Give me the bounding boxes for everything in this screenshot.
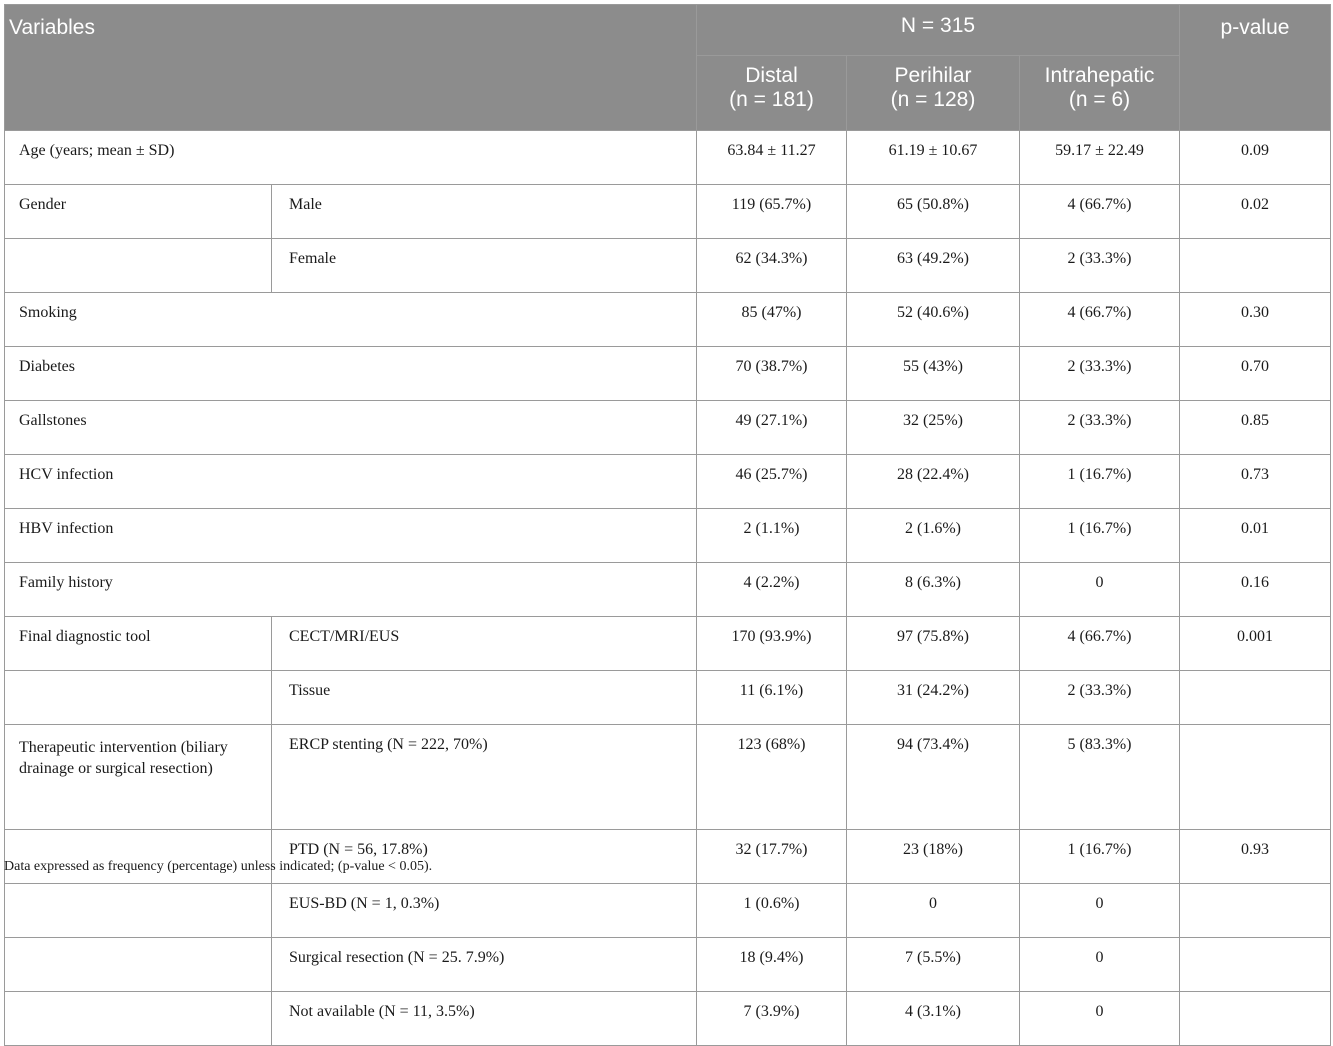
p-value-cell — [1180, 992, 1331, 1046]
row-label: Smoking — [5, 293, 697, 347]
row-label: Age (years; mean ± SD) — [5, 131, 697, 185]
row-label: Final diagnostic tool — [5, 617, 272, 671]
p-value-cell: 0.02 — [1180, 185, 1331, 239]
table-row — [5, 131, 1331, 185]
table-row — [5, 938, 1331, 992]
value-cell: 0 — [1020, 938, 1180, 992]
value-cell: 5 (83.3%) — [1020, 725, 1180, 830]
value-cell: 2 (33.3%) — [1020, 239, 1180, 293]
value-cell: 1 (16.7%) — [1020, 455, 1180, 509]
group-name: Perihilar — [894, 64, 972, 87]
table-row — [5, 617, 1331, 671]
row-sublabel: Surgical resection (N = 25. 7.9%) — [272, 938, 697, 992]
group-n: (n = 6) — [1068, 88, 1131, 111]
value-cell: 1 (16.7%) — [1020, 509, 1180, 563]
header-group-perihilar — [847, 56, 1020, 131]
value-cell: 7 (3.9%) — [697, 992, 847, 1046]
p-value-cell — [1180, 884, 1331, 938]
value-cell: 0 — [1020, 563, 1180, 617]
row-label — [5, 239, 272, 293]
value-cell: 170 (93.9%) — [697, 617, 847, 671]
value-cell: 62 (34.3%) — [697, 239, 847, 293]
row-label — [5, 992, 272, 1046]
table-row — [5, 293, 1331, 347]
table-row — [5, 725, 1331, 830]
table-row — [5, 455, 1331, 509]
value-cell: 1 (0.6%) — [697, 884, 847, 938]
value-cell: 11 (6.1%) — [697, 671, 847, 725]
p-value-cell: 0.30 — [1180, 293, 1331, 347]
value-cell: 63.84 ± 11.27 — [697, 131, 847, 185]
row-label — [5, 884, 272, 938]
group-n: (n = 181) — [729, 88, 814, 111]
row-label — [5, 938, 272, 992]
value-cell: 4 (66.7%) — [1020, 293, 1180, 347]
row-label: Therapeutic intervention (biliary drainage or surgical resection) — [5, 725, 272, 830]
value-cell: 4 (3.1%) — [847, 992, 1020, 1046]
value-cell: 4 (2.2%) — [697, 563, 847, 617]
row-label: Family history — [5, 563, 697, 617]
value-cell: 46 (25.7%) — [697, 455, 847, 509]
row-sublabel: Male — [272, 185, 697, 239]
p-value-cell: 0.16 — [1180, 563, 1331, 617]
value-cell: 2 (33.3%) — [1020, 347, 1180, 401]
value-cell: 2 (33.3%) — [1020, 401, 1180, 455]
p-value-cell: 0.001 — [1180, 617, 1331, 671]
value-cell: 2 (33.3%) — [1020, 671, 1180, 725]
table-row — [5, 671, 1331, 725]
table-body — [5, 131, 1331, 1046]
value-cell: 2 (1.6%) — [847, 509, 1020, 563]
value-cell: 18 (9.4%) — [697, 938, 847, 992]
value-cell: 65 (50.8%) — [847, 185, 1020, 239]
value-cell: 2 (1.1%) — [697, 509, 847, 563]
table-row — [5, 830, 1331, 884]
row-sublabel: ERCP stenting (N = 222, 70%) — [272, 725, 697, 830]
value-cell: 52 (40.6%) — [847, 293, 1020, 347]
value-cell: 63 (49.2%) — [847, 239, 1020, 293]
table-row — [5, 185, 1331, 239]
p-value-cell: 0.01 — [1180, 509, 1331, 563]
value-cell: 70 (38.7%) — [697, 347, 847, 401]
table-row — [5, 347, 1331, 401]
header-p-value: p-value — [1180, 5, 1331, 131]
table-row — [5, 239, 1331, 293]
header-total: N = 315 — [697, 5, 1180, 56]
row-sublabel: PTD (N = 56, 17.8%) — [272, 830, 697, 884]
header-group-distal — [697, 56, 847, 131]
value-cell: 4 (66.7%) — [1020, 185, 1180, 239]
value-cell: 0 — [847, 884, 1020, 938]
table-row — [5, 992, 1331, 1046]
value-cell: 97 (75.8%) — [847, 617, 1020, 671]
value-cell: 1 (16.7%) — [1020, 830, 1180, 884]
header-variables: Variables — [5, 5, 697, 131]
table-header — [5, 5, 1331, 131]
value-cell: 8 (6.3%) — [847, 563, 1020, 617]
row-sublabel: Female — [272, 239, 697, 293]
value-cell: 55 (43%) — [847, 347, 1020, 401]
row-label: HBV infection — [5, 509, 697, 563]
row-label: Gallstones — [5, 401, 697, 455]
value-cell: 61.19 ± 10.67 — [847, 131, 1020, 185]
header-group-intrahepatic — [1020, 56, 1180, 131]
p-value-cell: 0.85 — [1180, 401, 1331, 455]
p-value-cell — [1180, 725, 1331, 830]
footnote: Data expressed as frequency (percentage) unless indicated; (p-value < 0.05). — [4, 859, 433, 874]
p-value-cell: 0.73 — [1180, 455, 1331, 509]
value-cell: 4 (66.7%) — [1020, 617, 1180, 671]
p-value-cell — [1180, 239, 1331, 293]
data-table — [4, 4, 1331, 1046]
value-cell: 7 (5.5%) — [847, 938, 1020, 992]
table-row — [5, 884, 1331, 938]
value-cell: 32 (25%) — [847, 401, 1020, 455]
value-cell: 119 (65.7%) — [697, 185, 847, 239]
table-row — [5, 509, 1331, 563]
value-cell: 0 — [1020, 884, 1180, 938]
value-cell: 94 (73.4%) — [847, 725, 1020, 830]
group-n: (n = 128) — [890, 88, 976, 111]
row-label — [5, 671, 272, 725]
table-row — [5, 563, 1331, 617]
value-cell: 123 (68%) — [697, 725, 847, 830]
value-cell: 85 (47%) — [697, 293, 847, 347]
p-value-cell — [1180, 938, 1331, 992]
row-label — [5, 830, 272, 884]
p-value-cell: 0.09 — [1180, 131, 1331, 185]
row-label: Diabetes — [5, 347, 697, 401]
group-name: Distal — [745, 64, 798, 87]
row-label: Gender — [5, 185, 272, 239]
value-cell: 49 (27.1%) — [697, 401, 847, 455]
value-cell: 0 — [1020, 992, 1180, 1046]
table-row — [5, 401, 1331, 455]
row-label: HCV infection — [5, 455, 697, 509]
p-value-cell: 0.70 — [1180, 347, 1331, 401]
value-cell: 23 (18%) — [847, 830, 1020, 884]
value-cell: 31 (24.2%) — [847, 671, 1020, 725]
row-sublabel: Tissue — [272, 671, 697, 725]
row-sublabel: CECT/MRI/EUS — [272, 617, 697, 671]
p-value-cell: 0.93 — [1180, 830, 1331, 884]
value-cell: 59.17 ± 22.49 — [1020, 131, 1180, 185]
value-cell: 32 (17.7%) — [697, 830, 847, 884]
row-sublabel: EUS-BD (N = 1, 0.3%) — [272, 884, 697, 938]
row-sublabel: Not available (N = 11, 3.5%) — [272, 992, 697, 1046]
group-name: Intrahepatic — [1044, 64, 1155, 87]
value-cell: 28 (22.4%) — [847, 455, 1020, 509]
p-value-cell — [1180, 671, 1331, 725]
